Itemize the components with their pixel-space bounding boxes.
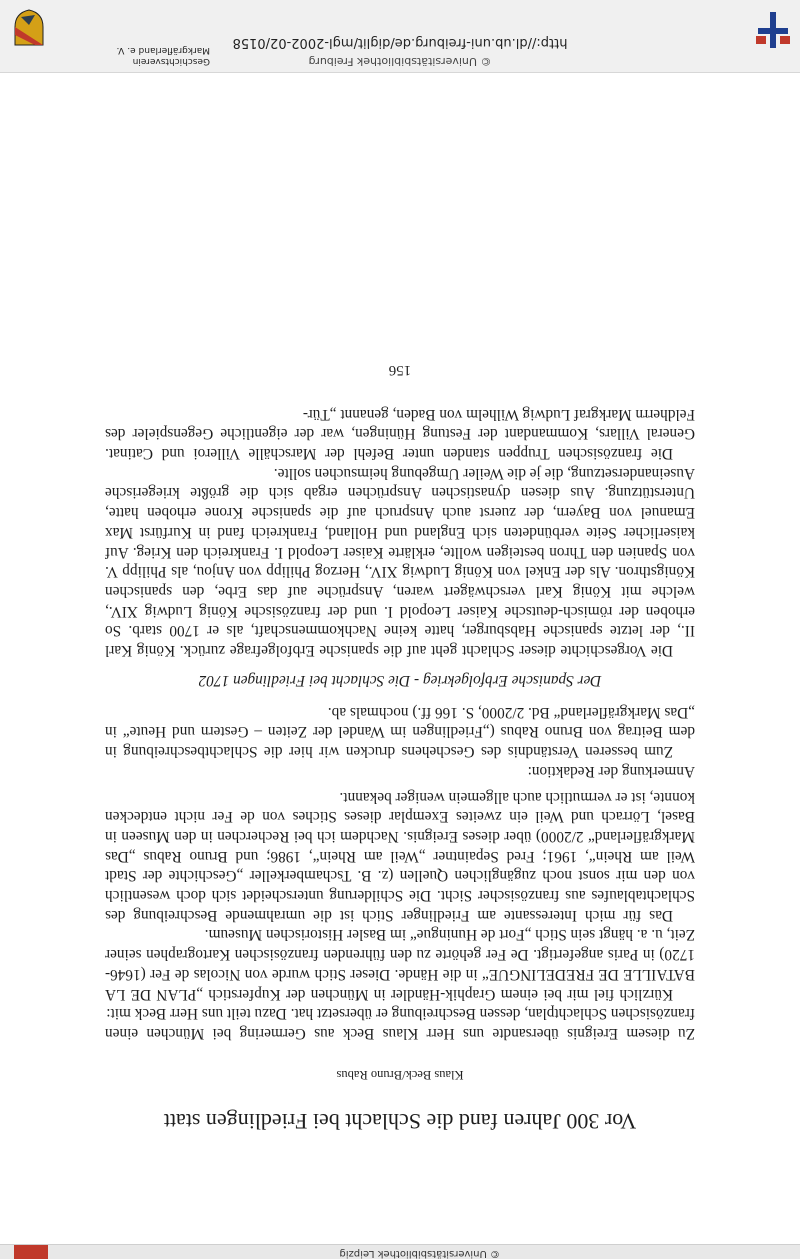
paragraph-4: Die französischen Truppen standen unter Befehl der Marschälle Villeroi und Catinat. General Villars, Kommandant der Festung Hüningen, war der eigentliche Gegenspieler des Feldherrn Markgraf Ludwig Wilhelm von Baden, genannt „Tür- <box>105 405 695 463</box>
coat-of-arms-icon <box>13 9 45 47</box>
page-number: 156 <box>388 361 412 378</box>
intro-paragraph: Zu diesem Ereignis übersandte uns Herr Klaus Beck aus Germering bei München einen französischen Schlachtplan, dessen Beschreibung er übersetzt hat. Dazu teilt uns Herr Beck mit: <box>105 1005 695 1042</box>
editor-note-label: Anmerkung der Redaktion: <box>527 762 695 780</box>
crest-mini-icon <box>14 1245 48 1259</box>
footer-bar <box>0 0 800 73</box>
article-page <box>105 361 695 1134</box>
article-title: Vor 300 Jahren fand die Schlacht bei Friedlingen statt <box>163 1109 637 1134</box>
footer-copyright: © Universitätsbibliothek Freiburg <box>308 55 492 68</box>
section-title: Der Spanische Erbfolgekrieg - Die Schlacht bei Friedlingen 1702 <box>198 672 602 690</box>
footer-org <box>60 44 210 66</box>
paragraph-3: Die Vorgeschichte dieser Schlacht geht auf die spanische Erbfolgefrage zurück. König Karl II., der letzte spanische Habsburger, hatte keine Nachkommenschaft, als er 1700 starb. So erhoben der römisch-deutsche Kaiser Leopold I. und der französische König Ludwig XIV., welche mit König Karl verschwägert waren, Ansprüche auf das Erbe, den spanischen Königsthron. Als der Enkel von König Ludwig XIV., Herzog Philipp von Anjou, als Philipp V. von Spanien den Thron besteigen wollte, erklärte Kaiser Leopold I. Frankreich den Krieg. Auf kaiserlicher Seite verbündeten sich England und Holland, Frankreich fand in Kurfürst Max Emanuel von Bayern, der zuerst auch Anspruch auf die spanische Krone erhoben hatte, Unterstützung. Aus diesen dynastischen Ansprüchen ergab sich die größte kriegerische Auseinandersetzung, die je die Weiler Umgebung heimsuchen sollte. <box>105 464 695 660</box>
editor-note: Zum besseren Verständnis des Geschehens drucken wir hier die Schlachtbeschreibung in dem Beitrag von Bruno Rabus („Friedlingen im Wandel der Zeiten – Gestern und Heute“ in „Das Markgräflerland“ Bd. 2/2000, S. 166 ff.) nochmals ab. <box>105 703 695 761</box>
paragraph-2: Das für mich Interessante am Friedlinger Stich ist die umrahmende Beschreibung des Schlachtablaufes aus französischer Sicht. Die Schilderung unterscheidet sich doch wesentlich von den mir sonst noch zugänglichen Quellen (z. B. Tschamberkeller „Geschichte der Stadt Weil am Rhein“, 1961; Fred Sepaintner „Weil am Rhein“, 1986; und Bruno Rabus „Das Markgräflerland“ 2/2000) über dieses Ereignis. Nachdem ich bei Recherchen in den Museen in Basel, Lörrach und Weil ein zweites Exemplar dieses Stiches von de Fer nicht entdecken konnte, ist er vermutlich auch allgemein weniger bekannt. <box>105 788 695 924</box>
footer-org-line2: Markgräflerland e. V. <box>116 45 210 55</box>
top-bar-text: © Universitätsbibliothek Leipzig <box>339 1248 500 1259</box>
paragraph-1: Kürzlich fiel mir bei einem Graphik-Händler in München der Kupferstich „PLAN DE LA BATAILLE DE FREDELINGUE“ in die Hände. Dieser Stich wurde von Nicolas de Fer (1646-1720) in Paris angefertigt. De Fer gehörte zu den führenden französischen Kartographen seiner Zeit, u. a. hängt sein Stich „Fort de Huningue“ im Basler Historischen Museum. <box>105 926 695 1003</box>
article-authors: Klaus Beck/Bruno Rabus <box>336 1068 464 1082</box>
footer-url[interactable]: http://dl.ub.uni-freiburg.de/diglit/mgl-2002-02/0158 <box>232 35 568 50</box>
top-bar-cutoff <box>0 1244 800 1259</box>
footer-org-line1: Geschichtsverein <box>132 56 210 66</box>
